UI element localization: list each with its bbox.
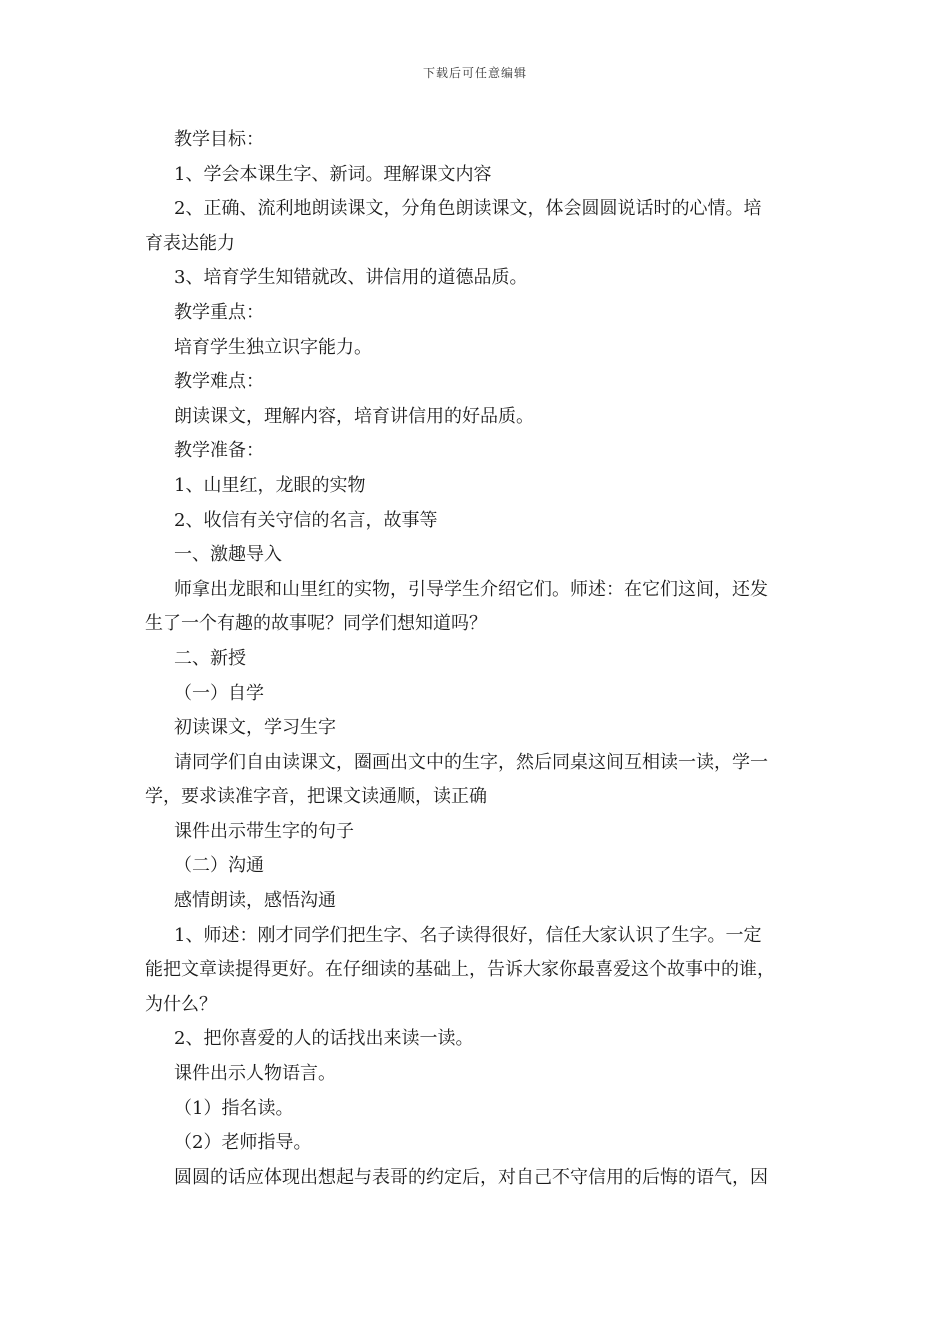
text-line: （2）老师指导。: [174, 1132, 312, 1154]
text-line: 1、山里红，龙眼的实物: [174, 474, 366, 496]
text-line: 培育学生独立识字能力。: [174, 336, 372, 358]
text-line: 圆圆的话应体现出想起与表哥的约定后，对自己不守信用的后悔的语气，因: [174, 1166, 768, 1188]
text-line: 课件出示带生字的句子: [174, 820, 354, 842]
text-line: 二、新授: [174, 647, 246, 669]
text-line: （1）指名读。: [174, 1097, 294, 1119]
text-line: 学，要求读准字音，把课文读通顺，读正确: [145, 786, 487, 808]
text-line: 师拿出龙眼和山里红的实物，引导学生介绍它们。师述：在它们这间，还发: [174, 578, 768, 600]
text-line: 朗读课文，理解内容，培育讲信用的好品质。: [174, 405, 534, 427]
text-line: 课件出示人物语言。: [174, 1063, 336, 1085]
text-line: 生了一个有趣的故事呢？同学们想知道吗？: [145, 613, 487, 635]
text-line: 初读课文，学习生字: [174, 717, 336, 739]
document-body: [145, 123, 811, 1195]
text-line: 教学重点：: [174, 301, 264, 323]
text-line: 为什么？: [145, 993, 217, 1015]
text-line: 2、正确、流利地朗读课文，分角色朗读课文，体会圆圆说话时的心情。培: [174, 198, 762, 220]
text-line: 能把文章读提得更好。在仔细读的基础上，告诉大家你最喜爱这个故事中的谁，: [145, 959, 775, 981]
text-line: 2、收信有关守信的名言，故事等: [174, 509, 438, 531]
text-line: 3、培育学生知错就改、讲信用的道德品质。: [174, 267, 528, 289]
text-line: 教学准备：: [174, 440, 264, 462]
text-line: 教学难点：: [174, 371, 264, 393]
text-line: （二）沟通: [174, 855, 264, 877]
text-line: 请同学们自由读课文，圈画出文中的生字，然后同桌这间互相读一读，学一: [174, 751, 768, 773]
text-line: 1、学会本课生字、新词。理解课文内容: [174, 163, 492, 185]
text-line: 育表达能力: [145, 232, 235, 254]
text-line: （一）自学: [174, 682, 264, 704]
page-header: 下载后可任意编辑: [422, 66, 527, 80]
text-line: 教学目标：: [174, 129, 264, 150]
text-line: 1、师述：刚才同学们把生字、名子读得很好，信任大家认识了生字。一定: [174, 924, 762, 946]
text-line: 感情朗读，感悟沟通: [174, 890, 336, 912]
text-line: 一、激趣导入: [174, 544, 282, 566]
text-line: 2、把你喜爱的人的话找出来读一读。: [174, 1028, 474, 1050]
